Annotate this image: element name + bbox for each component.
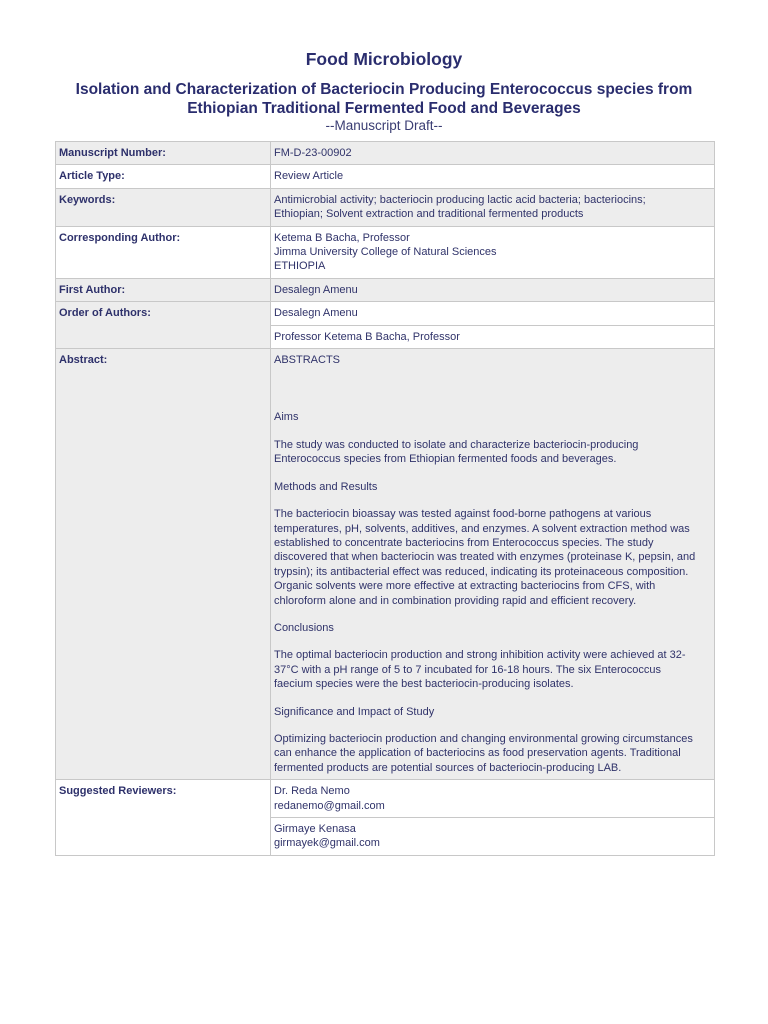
abstract-text-line: chloroform alone and in combination providing rapid and efficient recovery.	[274, 594, 637, 607]
order-of-authors-item: Professor Ketema B Bacha, Professor	[271, 325, 715, 348]
article-type-label: Article Type:	[56, 165, 271, 188]
document-header	[0, 48, 768, 134]
abstract-text-line: 37°C with a pH range of 5 to 7 incubated for 16-18 hours. The six Enterococcus	[274, 663, 661, 676]
abstract-text-line: Optimizing bacteriocin production and changing environmental growing circumstances	[274, 732, 693, 745]
keywords-value	[271, 188, 715, 226]
draft-label: --Manuscript Draft--	[325, 118, 443, 133]
abstract-heading: ABSTRACTS	[274, 354, 341, 367]
article-title: Isolation and Characterization of Bacteriocin Producing Enterococcus species from Ethiopian Traditional Fermented Food and Beverages	[75, 81, 693, 117]
abstract-text-line: The optimal bacteriocin production and strong inhibition activity were achieved at 32-	[274, 649, 686, 662]
manuscript-info-table	[55, 141, 715, 856]
abstract-section-heading: Significance and Impact of Study	[274, 705, 435, 718]
order-of-authors-row	[56, 302, 715, 325]
abstract-text-line: can enhance the application of bacteriocins as food preservation agents. Traditional	[274, 747, 681, 760]
corresponding-author-row	[56, 226, 715, 278]
abstract-text-line: The study was conducted to isolate and characterize bacteriocin-producing	[274, 438, 639, 451]
keywords-line: Antimicrobial activity; bacteriocin producing lactic acid bacteria; bacteriocins;	[274, 193, 646, 206]
reviewer-email: girmayek@gmail.com	[274, 837, 380, 850]
corresponding-author-name: Ketema B Bacha, Professor	[274, 231, 410, 244]
abstract-section-heading: Methods and Results	[274, 480, 378, 493]
corresponding-author-institution: Jimma University College of Natural Sciences	[274, 246, 497, 259]
order-of-authors-item: Desalegn Amenu	[271, 302, 715, 325]
reviewer-name: Girmaye Kenasa	[274, 823, 356, 835]
reviewer-entry	[271, 780, 715, 818]
suggested-reviewers-row	[56, 780, 715, 818]
manuscript-number-value: FM-D-23-00902	[271, 142, 715, 165]
abstract-text-line: discovered that when bacteriocin was treated with enzymes (proteinase K, pepsin, and	[274, 551, 696, 564]
order-of-authors-label: Order of Authors:	[56, 302, 271, 349]
abstract-text-line: trypsin); its antibacterial effect was reduced, indicating its proteinaceous composition.	[274, 565, 689, 578]
reviewer-email: redanemo@gmail.com	[274, 799, 385, 812]
first-author-label: First Author:	[56, 278, 271, 301]
corresponding-author-country: ETHIOPIA	[274, 260, 326, 273]
first-author-row	[56, 278, 715, 301]
reviewer-entry	[271, 818, 715, 856]
abstract-text-line: Enterococcus species from Ethiopian fermented foods and beverages.	[274, 453, 617, 466]
corresponding-author-label: Corresponding Author:	[56, 226, 271, 278]
abstract-row	[56, 349, 715, 780]
keywords-row	[56, 188, 715, 226]
first-author-value: Desalegn Amenu	[271, 278, 715, 301]
journal-title: Food Microbiology	[305, 49, 463, 69]
article-type-value: Review Article	[271, 165, 715, 188]
abstract-text-line: temperatures, pH, solvents, additives, and enzymes. A solvent extraction method was	[274, 522, 690, 535]
abstract-section-heading: Aims	[274, 411, 299, 424]
keywords-label: Keywords:	[56, 188, 271, 226]
corresponding-author-value	[271, 226, 715, 278]
abstract-label: Abstract:	[56, 349, 271, 780]
abstract-text-line: established to concentrate bacteriocins from Enterococcus species. The study	[274, 536, 654, 549]
keywords-line: Ethiopian; Solvent extraction and traditional fermented products	[274, 208, 584, 221]
article-type-row	[56, 165, 715, 188]
abstract-text-line: Organic solvents were more effective at extracting bacteriocins from CFS, with	[274, 580, 656, 593]
suggested-reviewers-label: Suggested Reviewers:	[56, 780, 271, 856]
abstract-text-line: fermented products are potential sources of bacteriocin-producing LAB.	[274, 761, 622, 774]
reviewer-name: Dr. Reda Nemo	[274, 785, 350, 798]
abstract-text-line: The bacteriocin bioassay was tested against food-borne pathogens at various	[274, 508, 652, 521]
manuscript-number-row	[56, 142, 715, 165]
abstract-text-line: faecium species were the best bacteriocin-producing isolates.	[274, 678, 574, 691]
abstract-section-heading: Conclusions	[274, 621, 334, 634]
abstract-value	[271, 349, 715, 780]
manuscript-number-label: Manuscript Number:	[56, 142, 271, 165]
